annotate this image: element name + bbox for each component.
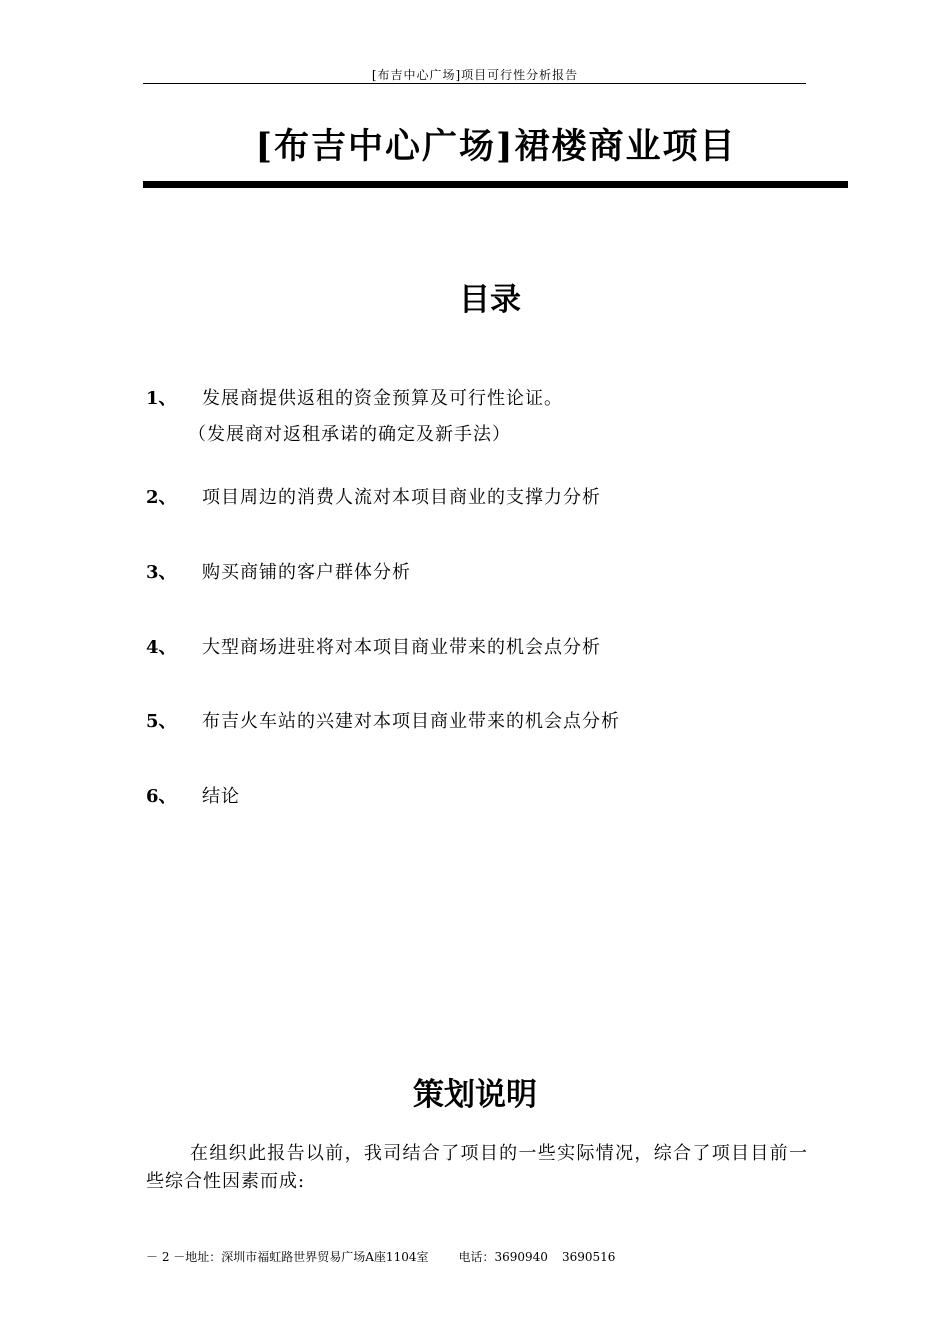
footer-address: 地址：深圳市福虹路世界贸易广场A座1104室 <box>185 1250 429 1264</box>
footer-phone-1: 3690940 <box>494 1250 548 1264</box>
toc-item-text: 发展商提供返租的资金预算及可行性论证。 <box>202 388 563 409</box>
toc-item-number: 1、 <box>146 388 177 409</box>
toc-item-text: 项目周边的消费人流对本项目商业的支撑力分析 <box>202 487 601 508</box>
title-rule <box>143 181 848 188</box>
toc-item-text: 购买商铺的客户群体分析 <box>202 562 411 583</box>
page-footer <box>146 1248 615 1266</box>
section-heading: 策划说明 <box>413 1077 537 1113</box>
page-number: － 2 － <box>146 1250 186 1264</box>
body-paragraph: 在组织此报告以前，我司结合了项目的一些实际情况，综合了项目目前一些综合性因素而成: <box>146 1143 808 1192</box>
toc-item-number: 6、 <box>146 786 177 807</box>
document-title: [布吉中心广场]裙楼商业项目 <box>255 126 737 167</box>
toc-item-text: 布吉火车站的兴建对本项目商业带来的机会点分析 <box>202 711 620 732</box>
toc-item-text: 结论 <box>202 786 240 807</box>
footer-phone-2: 3690516 <box>561 1250 616 1264</box>
toc-item-number: 3、 <box>146 562 177 583</box>
toc-item-number: 4、 <box>146 637 177 658</box>
toc-heading: 目录 <box>459 282 521 318</box>
toc-item-subtitle: （发展商对返租承诺的确定及新手法） <box>188 424 511 445</box>
running-header: [布吉中心广场]项目可行性分析报告 <box>371 68 579 82</box>
toc-item-text: 大型商场进驻将对本项目商业带来的机会点分析 <box>202 637 601 658</box>
toc-item-number: 5、 <box>146 711 177 732</box>
toc-item-number: 2、 <box>146 487 177 508</box>
header-rule <box>143 83 806 84</box>
footer-phone-label: 电话： <box>458 1250 495 1264</box>
